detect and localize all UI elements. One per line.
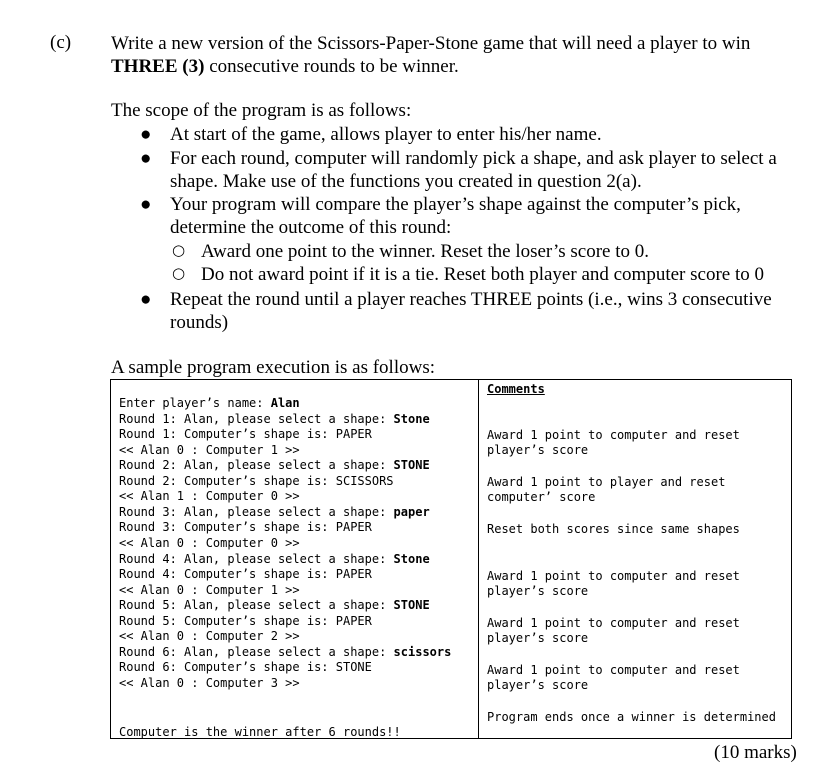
console-line	[119, 443, 300, 458]
user-input: scissors	[393, 644, 452, 659]
bullet-text: Repeat the round until a player reaches THREE points (i.e., wins 3 consecutive rounds)	[170, 289, 772, 333]
user-input: STONE	[393, 458, 430, 473]
console-text: Round 1: Computer’s shape is: PAPER	[119, 427, 372, 442]
console-text: Round 4: Alan, please select a shape:	[119, 551, 394, 566]
user-input: STONE	[393, 598, 430, 613]
console-text: Round 6: Computer’s shape is: STONE	[119, 660, 372, 675]
user-input: Alan	[270, 396, 300, 410]
comment: Award 1 point to computer and reset player’s score	[487, 569, 740, 598]
user-input: Stone	[393, 411, 430, 426]
console-text: Round 4: Computer’s shape is: PAPER	[119, 567, 372, 582]
comment: Award 1 point to computer and reset player’s score	[487, 616, 740, 645]
console-text: Round 6: Alan, please select a shape:	[119, 644, 394, 659]
marks-label: (10 marks)	[714, 742, 797, 763]
bullet-dot-icon: ●	[140, 124, 152, 145]
bullet-item	[140, 147, 810, 193]
user-input: paper	[393, 504, 430, 519]
bullet-text: At start of the game, allows player to enter his/her name.	[170, 124, 602, 145]
bullet-dot-icon: ●	[140, 289, 152, 310]
hollow-circle-icon: ○	[172, 241, 186, 259]
sample-heading: A sample program execution is as follows:	[111, 357, 435, 378]
console-line	[119, 396, 300, 411]
comment: Award 1 point to computer and reset player’s score	[487, 663, 740, 692]
bullet-text: Your program will compare the player’s shape against the computer’s pick, determine the outcome of this round:	[170, 194, 741, 238]
console-text: Round 1: Alan, please select a shape:	[119, 411, 394, 426]
console-text: << Alan 0 : Computer 0 >>	[119, 535, 300, 550]
console-line	[119, 629, 300, 644]
console-text: << Alan 0 : Computer 1 >>	[119, 582, 300, 597]
intro-line-2	[111, 55, 805, 78]
console-line	[119, 583, 300, 598]
console-line	[119, 520, 372, 535]
bullet-item	[140, 123, 810, 146]
question-label: (c)	[50, 32, 72, 53]
intro-line-2-rest: consecutive rounds to be winner.	[204, 56, 459, 77]
console-line	[119, 614, 372, 629]
sub-bullet-text: Award one point to the winner. Reset the loser’s score to 0.	[201, 241, 650, 262]
final-result-line: Computer is the winner after 6 rounds!!	[119, 725, 401, 739]
comment: Award 1 point to player and reset computer’ score	[487, 475, 726, 504]
bullet-dot-icon: ●	[140, 194, 152, 215]
console-line	[119, 645, 451, 660]
console-line	[119, 505, 430, 520]
console-line	[119, 567, 372, 582]
console-line	[119, 536, 300, 551]
console-text: Round 2: Computer’s shape is: SCISSORS	[119, 473, 394, 488]
sub-bullet-item	[172, 263, 811, 286]
bullet-item	[140, 288, 810, 334]
console-line	[119, 474, 394, 489]
comments-heading: Comments	[487, 382, 545, 396]
console-line	[119, 458, 430, 473]
console-line	[119, 598, 430, 613]
bullet-item	[140, 193, 810, 239]
console-line	[119, 489, 300, 504]
intro-bold-three: THREE (3)	[111, 56, 205, 77]
console-text: << Alan 1 : Computer 0 >>	[119, 489, 300, 504]
bullet-text: For each round, computer will randomly pick a shape, and ask player to select a shape. Make use of the functions you created in question 2(a).	[170, 148, 777, 192]
sub-bullet-item	[172, 240, 811, 263]
console-line	[119, 412, 430, 427]
console-text: << Alan 0 : Computer 2 >>	[119, 629, 300, 644]
bullet-dot-icon: ●	[140, 148, 152, 169]
console-line	[119, 552, 430, 567]
console-text: Round 3: Computer’s shape is: PAPER	[119, 520, 372, 535]
console-text: Round 3: Alan, please select a shape:	[119, 504, 394, 519]
console-text: Round 5: Alan, please select a shape:	[119, 598, 394, 613]
console-line	[119, 427, 372, 442]
user-input: Stone	[393, 551, 430, 566]
console-text: Enter player’s name:	[119, 396, 271, 410]
comment: Program ends once a winner is determined	[487, 710, 776, 724]
scope-heading: The scope of the program is as follows:	[111, 100, 412, 121]
comment: Award 1 point to computer and reset player’s score	[487, 428, 740, 457]
console-text: Round 5: Computer’s shape is: PAPER	[119, 613, 372, 628]
hollow-circle-icon: ○	[172, 264, 186, 282]
intro-line-1: Write a new version of the Scissors-Paper-Stone game that will need a player to win	[111, 33, 751, 54]
sub-bullet-text: Do not award point if it is a tie. Reset both player and computer score to 0	[201, 264, 764, 285]
question-intro	[111, 32, 805, 78]
console-text: << Alan 0 : Computer 3 >>	[119, 675, 300, 690]
execution-table	[110, 379, 792, 739]
console-output	[111, 380, 479, 739]
console-line	[119, 676, 300, 691]
console-text: Round 2: Alan, please select a shape:	[119, 458, 394, 473]
comment: Reset both scores since same shapes	[487, 522, 740, 536]
console-text: << Alan 0 : Computer 1 >>	[119, 442, 300, 457]
console-line	[119, 660, 372, 675]
comments-column	[479, 380, 792, 739]
